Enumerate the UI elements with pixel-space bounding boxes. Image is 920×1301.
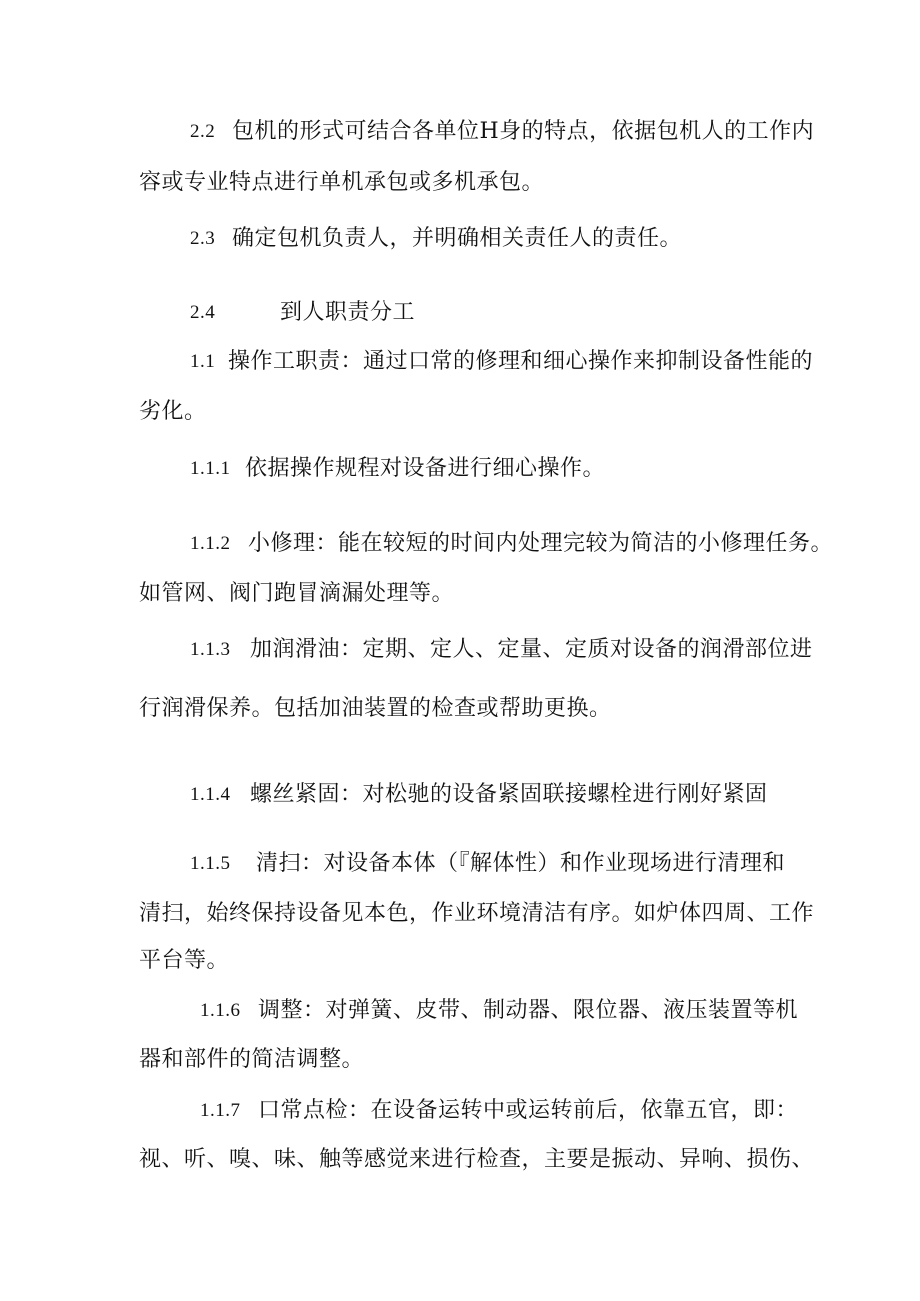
paragraph-line: 依据操作规程对设备进行细心操作。 — [245, 456, 606, 481]
section-number: 2.4 — [190, 302, 216, 323]
paragraph-line: 螺丝紧固：对松驰的设备紧固联接螺栓进行刚好紧固 — [250, 782, 768, 807]
section-number: 1.1.6 — [200, 1000, 241, 1021]
paragraph-line: 劣化。 — [139, 399, 207, 424]
paragraph-line: 确定包机负责人，并明确相关责任人的责任。 — [232, 226, 683, 251]
section-number: 1.1 — [190, 351, 216, 372]
paragraph-line: 清扫，始终保持设备见本色，作业环境清洁有序。如炉体四周、工作 — [139, 901, 815, 926]
paragraph-line: 调整：对弹簧、皮带、制动器、限位器、液压装置等机 — [258, 998, 799, 1023]
paragraph-line: 平台等。 — [139, 948, 230, 973]
paragraph-line: 视、听、嗅、味、触等感觉来进行检查，主要是振动、异响、损伤、 — [139, 1147, 815, 1172]
paragraph-line: 口常点检：在设备运转中或运转前后，依靠五官，即： — [258, 1098, 799, 1123]
paragraph-line: 如管网、阀门跑冒滴漏处理等。 — [139, 581, 455, 606]
section-number: 1.1.3 — [190, 639, 231, 660]
paragraph-line: 清扫：对设备本体（『解体性）和作业现场进行清理和 — [256, 851, 786, 876]
paragraph-line: 行润滑保养。包括加油装置的检查或帮助更换。 — [139, 696, 612, 721]
section-heading: 到人职责分工 — [280, 300, 416, 325]
section-number: 1.1.5 — [190, 853, 231, 874]
paragraph-line: 操作工职责：通过口常的修理和细心操作来抑制设备性能的 — [228, 349, 814, 374]
section-number: 2.2 — [190, 121, 216, 142]
paragraph-line: 加润滑油：定期、定人、定量、定质对设备的润滑部位进 — [250, 637, 813, 662]
paragraph-line: 小修理：能在较短的时间内处理完较为简洁的小修理任务。 — [248, 531, 834, 556]
paragraph-line: 容或专业特点进行单机承包或多机承包。 — [139, 170, 545, 195]
section-number: 1.1.4 — [190, 784, 231, 805]
paragraph-line: 包机的形式可结合各单位H身的特点，依据包机人的工作内 — [232, 119, 815, 144]
section-number: 1.1.7 — [200, 1100, 241, 1121]
section-number: 2.3 — [190, 228, 216, 249]
paragraph-line: 器和部件的简洁调整。 — [139, 1047, 365, 1072]
section-number: 1.1.2 — [190, 533, 231, 554]
section-number: 1.1.1 — [190, 458, 231, 479]
